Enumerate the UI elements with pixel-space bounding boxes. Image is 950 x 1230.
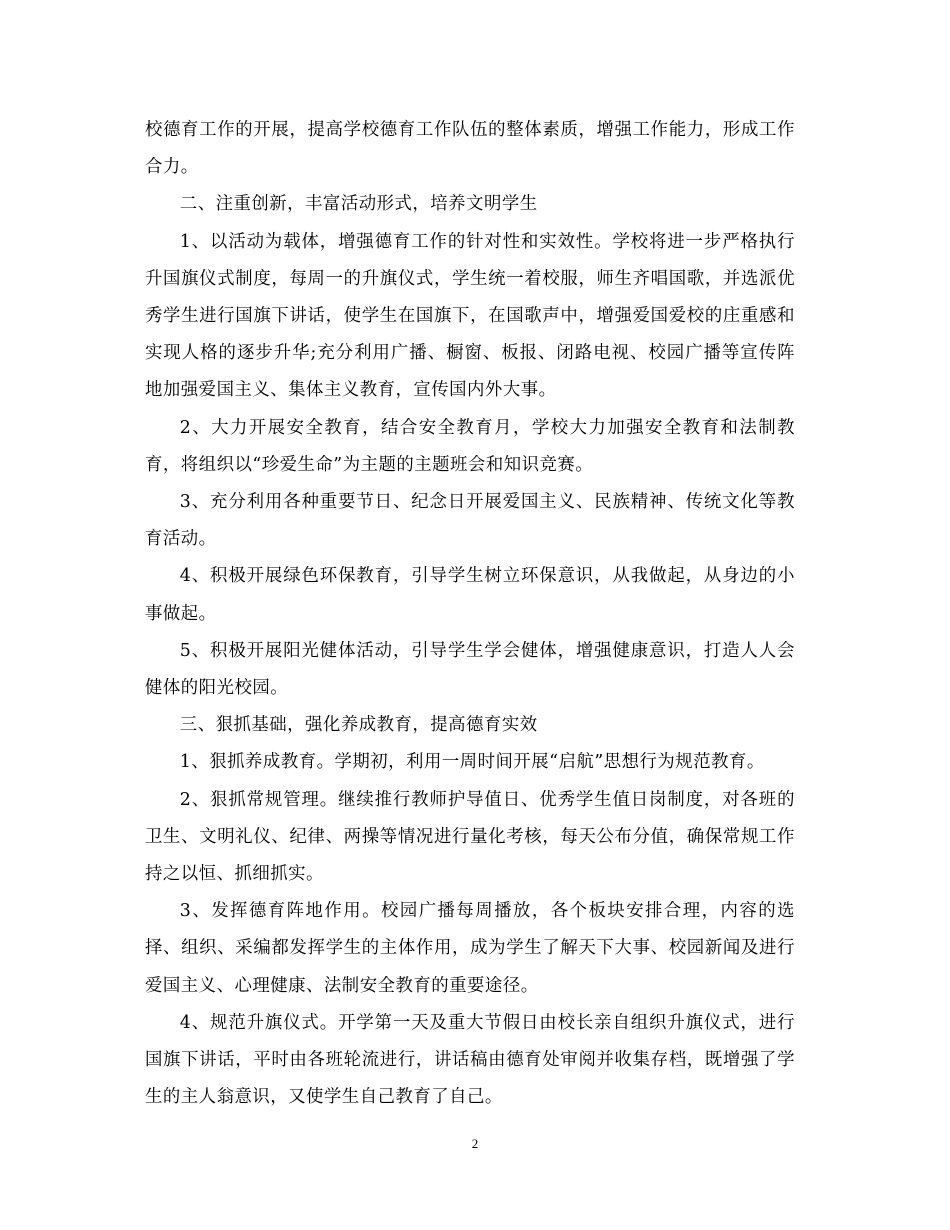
paragraph: 5、积极开展阳光健体活动，引导学生学会健体，增强健康意识，打造人人会健体的阳光校园。	[145, 640, 795, 699]
paragraph: 1、狠抓养成教育。学期初，利用一周时间开展“启航”思想行为规范教育。	[179, 752, 765, 773]
section-heading-3: 三、狠抓基础，强化养成教育，提高德育实效	[179, 715, 538, 736]
paragraph: 2、狠抓常规管理。继续推行教师护导值日、优秀学生值日岗制度，对各班的卫生、文明礼仪、纪律、两操等情况进行量化考核，每天公布分值，确保常规工作持之以恒、抓细抓实。	[145, 789, 795, 885]
paragraph: 3、发挥德育阵地作用。校园广播每周播放，各个板块安排合理，内容的选择、组织、采编都发挥学生的主体作用，成为学生了解天下大事、校园新闻及进行爱国主义、心理健康、法制安全教育的重要途径。	[145, 901, 795, 996]
paragraph-continuation: 校德育工作的开展，提高学校德育工作队伍的整体素质，增强工作能力，形成工作合力。	[145, 120, 795, 178]
paragraph: 4、积极开展绿色环保教育，引导学生树立环保意识，从我做起，从身边的小事做起。	[145, 566, 795, 624]
paragraph: 3、充分利用各种重要节日、纪念日开展爱国主义、民族精神、传统文化等教育活动。	[145, 492, 795, 550]
document-body	[145, 112, 795, 1116]
paragraph: 4、规范升旗仪式。开学第一天及重大节假日由校长亲自组织升旗仪式，进行国旗下讲话，平时由各班轮流进行，讲话稿由德育处审阅并收集存档，既增强了学生的主人翁意识，又使学生自己教育了自己。	[145, 1012, 795, 1108]
page-number: 2	[471, 1136, 479, 1151]
paragraph: 1、以活动为载体，增强德育工作的针对性和实效性。学校将进一步严格执行升国旗仪式制度，每周一的升旗仪式，学生统一着校服，师生齐唱国歌，并选派优秀学生进行国旗下讲话，使学生在国旗下，在国歌声中，增强爱国爱校的庄重感和实现人格的逐步升华;充分利用广播、橱窗、板报、闭路电视、校园广播等宣传阵地加强爱国主义、集体主义教育，宣传国内外大事。	[145, 231, 795, 401]
paragraph: 2、大力开展安全教育，结合安全教育月，学校大力加强安全教育和法制教育，将组织以“珍爱生命”为主题的主题班会和知识竞赛。	[145, 417, 795, 475]
section-heading-2: 二、注重创新，丰富活动形式，培养文明学生	[179, 194, 538, 215]
